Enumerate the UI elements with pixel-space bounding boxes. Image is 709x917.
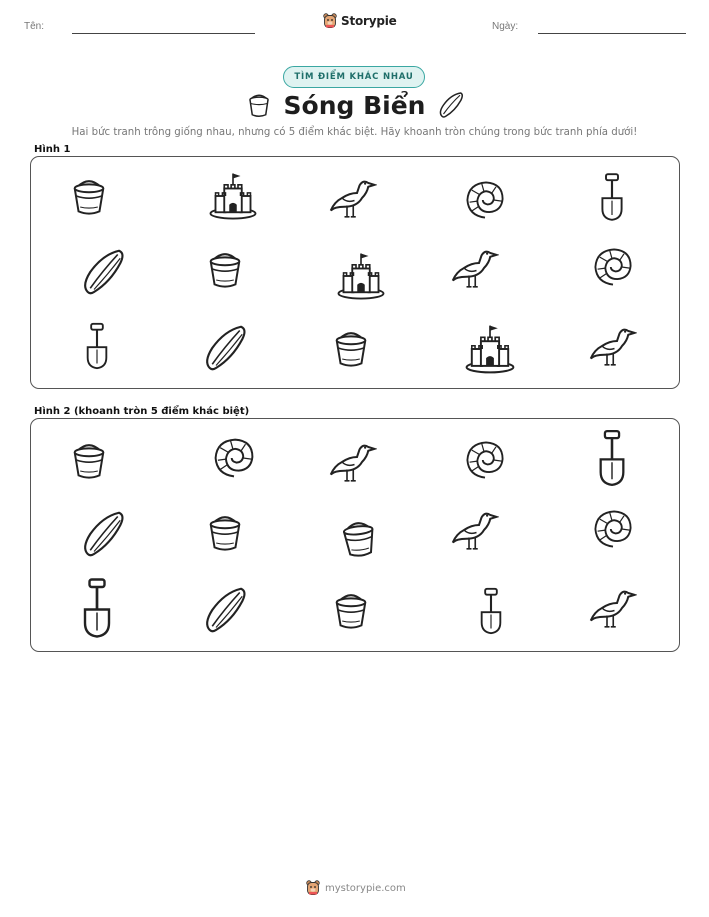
date-label: Ngày: [492,21,519,32]
bucket-icon[interactable] [329,325,373,371]
picture-2 [30,418,680,652]
brand-name: Storypie [341,14,397,28]
brand-logo [323,13,397,29]
shell-icon[interactable] [463,437,507,483]
shovel-icon-large[interactable] [595,425,629,491]
shell-icon[interactable] [591,507,635,551]
panel2-label: Hình 2 (khoanh tròn 5 điểm khác biệt) [34,406,250,417]
surfboard-icon[interactable] [201,323,251,373]
page-title: Sóng Biển [283,91,426,120]
seagull-icon[interactable] [449,243,499,293]
date-line[interactable] [538,33,686,34]
instructions: Hai bức tranh trông giống nhau, nhưng có 5 điểm khác biệt. Hãy khoanh tròn chúng trong bức tranh phía dưới! [71,127,638,138]
sandcastle-icon[interactable] [335,251,387,301]
surfboard-icon[interactable] [201,585,251,635]
shovel-icon[interactable] [597,173,627,221]
bear-logo-icon [323,13,337,29]
seagull-icon[interactable] [449,505,499,555]
seagull-icon[interactable] [587,583,637,633]
picture-1 [30,156,680,389]
bear-logo-icon [306,880,320,896]
shell-icon[interactable] [463,177,507,223]
bucket-icon[interactable] [203,509,247,555]
sandcastle-icon[interactable] [207,171,259,221]
bucket-icon[interactable] [67,173,111,219]
surfboard-icon [436,90,466,120]
seagull-icon[interactable] [327,173,377,223]
bucket-icon[interactable] [329,587,373,633]
shovel-icon[interactable] [477,587,505,635]
sandcastle-icon[interactable] [463,323,517,375]
shell-icon[interactable] [211,435,257,481]
surfboard-icon[interactable] [79,247,129,297]
bucket-icon-rotated[interactable] [337,515,381,561]
bucket-icon[interactable] [67,437,111,483]
shovel-icon-large[interactable] [79,575,115,641]
category-badge: TÌM ĐIỂM KHÁC NHAU [283,66,425,88]
panel1-label: Hình 1 [34,144,71,155]
seagull-icon[interactable] [327,437,377,487]
shovel-icon[interactable] [83,321,111,371]
bucket-icon[interactable] [203,245,247,293]
name-line[interactable] [72,33,255,34]
seagull-icon[interactable] [587,321,637,371]
shell-icon[interactable] [591,245,635,289]
footer [306,880,406,896]
footer-url[interactable]: mystorypie.com [325,882,406,894]
surfboard-icon[interactable] [79,509,129,559]
name-label: Tên: [24,21,45,32]
